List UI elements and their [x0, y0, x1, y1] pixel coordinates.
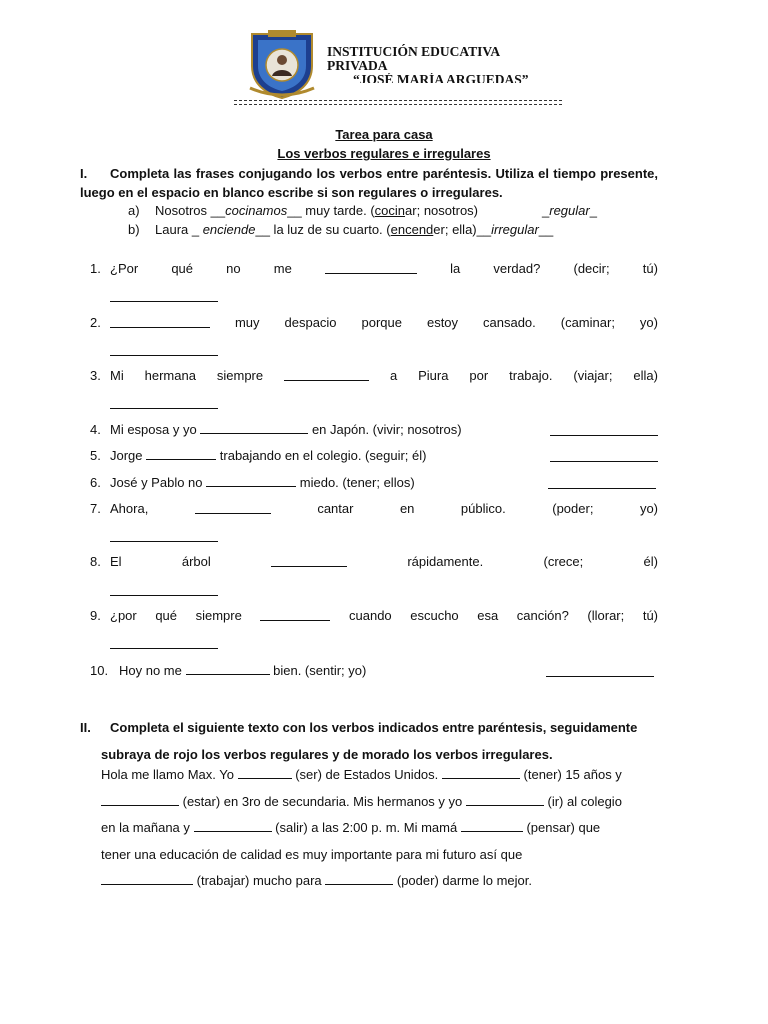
- text-fragment: ¿Por: [110, 261, 139, 276]
- text-fragment: 10.: [90, 663, 109, 678]
- text-fragment: __: [538, 222, 554, 237]
- fill-blank[interactable]: [194, 819, 272, 832]
- exercise-item-10: [90, 662, 658, 678]
- text-fragment: la: [450, 261, 461, 276]
- text-fragment: (poder) darme lo mejor.: [396, 873, 532, 889]
- fill-blank[interactable]: [195, 501, 271, 514]
- text-fragment: ar; nosotros): [405, 203, 479, 218]
- answer-blank-7[interactable]: [110, 541, 218, 542]
- text-fragment: a): [128, 203, 140, 218]
- page-title: Tarea para casa: [335, 127, 433, 142]
- text-fragment: hermana: [144, 368, 196, 383]
- text-fragment: Completa las frases conjugando los verbos entre paréntesis. Utiliza el tiempo presente, luego en el espacio en blanco escribe si son regulares o irregulares.: [80, 166, 658, 200]
- text-fragment: El: [110, 554, 122, 569]
- text-fragment: cuando: [349, 608, 392, 623]
- text-fragment: (ir) al colegio: [547, 793, 622, 809]
- text-fragment: yo): [639, 315, 658, 330]
- text-fragment: escucho: [410, 608, 459, 623]
- text-fragment: I.: [80, 166, 88, 181]
- text-fragment: II.: [80, 720, 91, 735]
- fill-blank[interactable]: [200, 421, 308, 434]
- text-fragment: INSTITUCIÓN EDUCATIVA: [327, 44, 501, 59]
- text-fragment: er; ella): [433, 222, 477, 237]
- text-fragment: muy: [234, 315, 260, 330]
- answer-blank-10[interactable]: [546, 676, 654, 677]
- exercise-item-1: [90, 261, 658, 276]
- text-fragment: cocinamos: [225, 203, 288, 218]
- text-fragment: tú): [642, 608, 658, 623]
- exercise-item-4: [90, 421, 658, 437]
- text-fragment: ¿por: [110, 608, 137, 623]
- fill-blank[interactable]: [284, 368, 369, 381]
- text-fragment: miedo. (tener; ellos): [299, 475, 415, 490]
- text-fragment: Nosotros __: [155, 203, 226, 218]
- fill-blank[interactable]: [110, 315, 210, 328]
- text-fragment: qué: [171, 261, 194, 276]
- text-fragment: “JOSÉ MARÍA ARGUEDAS”: [353, 73, 529, 83]
- text-fragment: porque: [361, 315, 402, 330]
- example-a-answer: [542, 203, 597, 218]
- answer-blank-1[interactable]: [110, 301, 218, 302]
- fill-blank[interactable]: [101, 872, 193, 885]
- text-fragment: yo): [639, 501, 658, 516]
- answer-blank-9[interactable]: [110, 648, 218, 649]
- fill-blank[interactable]: [146, 447, 216, 460]
- text-fragment: (llorar;: [587, 608, 625, 623]
- text-fragment: b): [128, 222, 140, 237]
- text-fragment: 1.: [90, 261, 101, 276]
- exercise-item-7: [90, 501, 658, 516]
- text-fragment: no: [226, 261, 241, 276]
- text-fragment: qué: [155, 608, 178, 623]
- fill-blank[interactable]: [325, 872, 393, 885]
- text-fragment: (salir) a las 2:00 p. m. Mi mamá: [275, 820, 458, 836]
- text-fragment: (tener) 15 años y: [523, 767, 622, 782]
- text-fragment: 3.: [90, 368, 101, 383]
- text-fragment: cansado.: [483, 315, 536, 330]
- fill-blank[interactable]: [101, 793, 179, 806]
- fill-blank[interactable]: [238, 766, 292, 779]
- text-fragment: por: [469, 368, 489, 383]
- text-fragment: 7.: [90, 501, 101, 516]
- fill-blank[interactable]: [186, 662, 270, 675]
- text-fragment: trabajo.: [509, 368, 553, 383]
- text-fragment: __: [476, 222, 492, 237]
- text-fragment: en: [399, 501, 415, 516]
- exercise-item-2: [90, 315, 658, 330]
- exercise-item-8: [90, 554, 658, 569]
- exercise-item-3: [90, 368, 658, 383]
- text-fragment: despacio: [284, 315, 337, 330]
- text-fragment: esa: [477, 608, 499, 623]
- answer-blank-6[interactable]: [548, 488, 656, 489]
- text-fragment: 5.: [90, 448, 101, 463]
- text-fragment: Completa el siguiente texto con los verbos indicados entre paréntesis, seguidamente: [110, 720, 638, 735]
- exercise-item-6: [90, 474, 658, 490]
- text-fragment: canción?: [516, 608, 569, 623]
- text-fragment: (crece;: [543, 554, 584, 569]
- text-fragment: cantar: [317, 501, 354, 516]
- text-fragment: bien. (sentir; yo): [273, 663, 367, 678]
- text-fragment: trabajando en el colegio. (seguir; él): [219, 448, 427, 463]
- text-fragment: Piura: [418, 368, 449, 383]
- text-fragment: público.: [460, 501, 506, 516]
- fill-blank[interactable]: [260, 608, 330, 621]
- text-fragment: PRIVADA: [327, 58, 388, 73]
- text-fragment: Laura _: [155, 222, 203, 237]
- exercise-item-9: [90, 608, 658, 623]
- section-2-paragraph: [101, 762, 658, 895]
- text-fragment: cocin: [374, 203, 406, 218]
- answer-blank-8[interactable]: [110, 595, 218, 596]
- answer-blank-2[interactable]: [110, 355, 218, 356]
- fill-blank[interactable]: [466, 793, 544, 806]
- example-b: [128, 222, 553, 237]
- text-fragment: ella): [633, 368, 658, 383]
- page-subtitle: Los verbos regulares e irregulares: [277, 146, 491, 161]
- text-fragment: rápidamente.: [407, 554, 484, 569]
- text-fragment: tú): [642, 261, 658, 276]
- text-fragment: Hoy no me: [119, 663, 182, 678]
- text-fragment: subraya de rojo los verbos regulares y de morado los verbos irregulares.: [101, 747, 553, 762]
- exercise-item-5: [90, 447, 658, 463]
- text-fragment: regular: [549, 203, 590, 218]
- text-fragment: estoy: [426, 315, 459, 330]
- header-divider-2: [234, 104, 562, 105]
- text-fragment: (caminar;: [560, 315, 615, 330]
- text-fragment: __ la luz de su cuarto. (: [255, 222, 391, 237]
- text-fragment: Mi esposa y yo: [110, 422, 197, 437]
- example-a: [128, 203, 478, 218]
- text-fragment: (pensar) que: [526, 820, 601, 836]
- text-fragment: José y Pablo no: [110, 475, 203, 490]
- answer-blank-3[interactable]: [110, 408, 218, 409]
- text-fragment: Mi: [110, 368, 124, 383]
- text-fragment: a: [389, 368, 398, 383]
- fill-blank[interactable]: [461, 819, 523, 832]
- section-2-instruction: [80, 714, 658, 768]
- text-fragment: 2.: [90, 315, 101, 330]
- fill-blank[interactable]: [442, 766, 520, 779]
- text-fragment: me: [273, 261, 292, 276]
- text-fragment: 4.: [90, 422, 101, 437]
- text-fragment: (trabajar) mucho para: [196, 873, 322, 889]
- text-fragment: él): [643, 554, 658, 569]
- text-fragment: (ser) de Estados Unidos.: [295, 767, 439, 782]
- school-crest-logo: [246, 28, 318, 100]
- text-fragment: irregular: [491, 222, 539, 237]
- text-fragment: en la mañana y: [101, 820, 190, 836]
- text-fragment: tener una educación de calidad es muy importante para mi futuro así que: [101, 846, 523, 862]
- answer-blank-4[interactable]: [550, 435, 658, 436]
- text-fragment: Hola me llamo Max. Yo: [101, 767, 234, 782]
- text-fragment: __ muy tarde. (: [287, 203, 375, 218]
- text-fragment: (viajar;: [573, 368, 613, 383]
- text-fragment: encend: [390, 222, 434, 237]
- text-fragment: (estar) en 3ro de secundaria. Mis hermanos y yo: [182, 793, 463, 809]
- text-fragment: (poder;: [552, 501, 594, 516]
- text-fragment: _: [542, 203, 550, 218]
- text-fragment: verdad?: [493, 261, 541, 276]
- text-fragment: árbol: [181, 554, 211, 569]
- text-fragment: 6.: [90, 475, 101, 490]
- text-fragment: siempre: [195, 608, 242, 623]
- text-fragment: 9.: [90, 608, 101, 623]
- header-divider: [234, 100, 562, 101]
- fill-blank[interactable]: [325, 261, 417, 274]
- text-fragment: _: [589, 203, 597, 218]
- text-fragment: 8.: [90, 554, 101, 569]
- fill-blank[interactable]: [271, 554, 347, 567]
- section-1-instruction: [80, 164, 658, 202]
- answer-blank-5[interactable]: [550, 461, 658, 462]
- text-fragment: Ahora,: [110, 501, 149, 516]
- institution-name: [327, 45, 529, 83]
- fill-blank[interactable]: [206, 474, 296, 487]
- text-fragment: enciende: [202, 222, 256, 237]
- text-fragment: en Japón. (vivir; nosotros): [311, 422, 462, 437]
- text-fragment: Jorge: [110, 448, 143, 463]
- text-fragment: (decir;: [573, 261, 610, 276]
- text-fragment: siempre: [216, 368, 264, 383]
